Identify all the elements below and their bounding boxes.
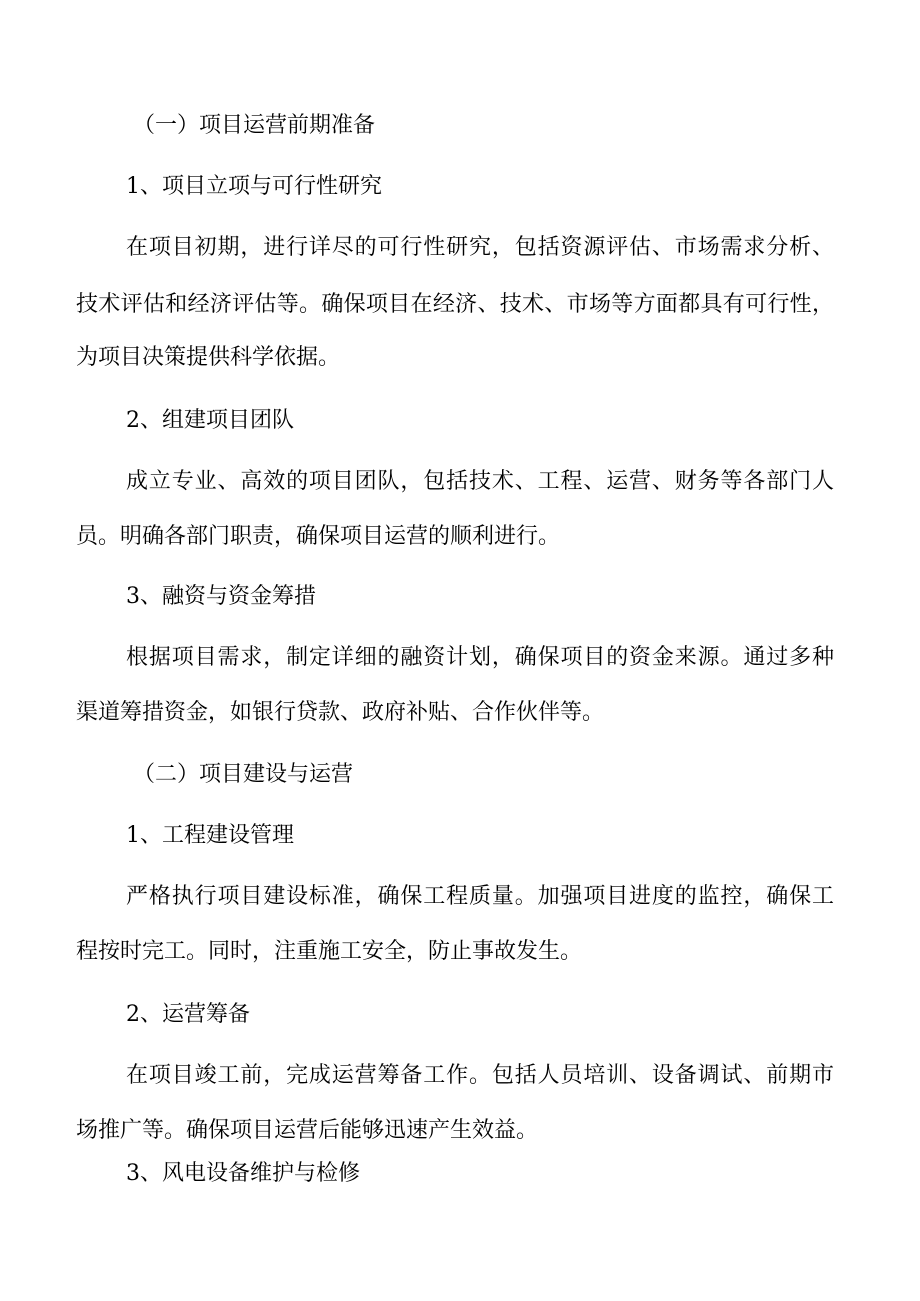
subsection-heading-2-1: 1、工程建设管理 xyxy=(126,823,294,848)
paragraph-2-2-line-2: 场推广等。确保项目运营后能够迅速产生效益。 xyxy=(76,1118,539,1143)
paragraph-1-2-line-1: 成立专业、高效的项目团队，包括技术、工程、运营、财务等各部门人 xyxy=(126,469,834,494)
paragraph-2-1-line-1: 严格执行项目建设标准，确保工程质量。加强项目进度的监控，确保工 xyxy=(126,884,834,909)
paragraph-1-1-line-1: 在项目初期，进行详尽的可行性研究，包括资源评估、市场需求分析、 xyxy=(126,235,834,260)
paragraph-1-2-line-2: 员。明确各部门职责，确保项目运营的顺利进行。 xyxy=(76,524,561,549)
paragraph-1-1-line-2: 技术评估和经济评估等。确保项目在经济、技术、市场等方面都具有可行性， xyxy=(76,292,834,317)
paragraph-2-2-line-1: 在项目竣工前，完成运营筹备工作。包括人员培训、设备调试、前期市 xyxy=(126,1063,834,1088)
paragraph-2-1-line-2: 程按时完工。同时，注重施工安全，防止事故发生。 xyxy=(76,939,583,964)
subsection-heading-1-2: 2、组建项目团队 xyxy=(126,408,294,433)
subsection-heading-2-3: 3、风电设备维护与检修 xyxy=(126,1161,360,1186)
subsection-heading-1-1: 1、项目立项与可行性研究 xyxy=(126,174,382,199)
paragraph-1-1-line-3: 为项目决策提供科学依据。 xyxy=(76,345,341,370)
subsection-heading-2-2: 2、运营筹备 xyxy=(126,1002,250,1027)
section-heading-2: （二）项目建设与运营 xyxy=(133,762,354,787)
section-heading-1: （一）项目运营前期准备 xyxy=(133,113,376,138)
paragraph-1-3-line-2: 渠道筹措资金，如银行贷款、政府补贴、合作伙伴等。 xyxy=(76,700,605,725)
subsection-heading-1-3: 3、融资与资金筹措 xyxy=(126,584,316,609)
paragraph-1-3-line-1: 根据项目需求，制定详细的融资计划，确保项目的资金来源。通过多种 xyxy=(126,645,834,670)
